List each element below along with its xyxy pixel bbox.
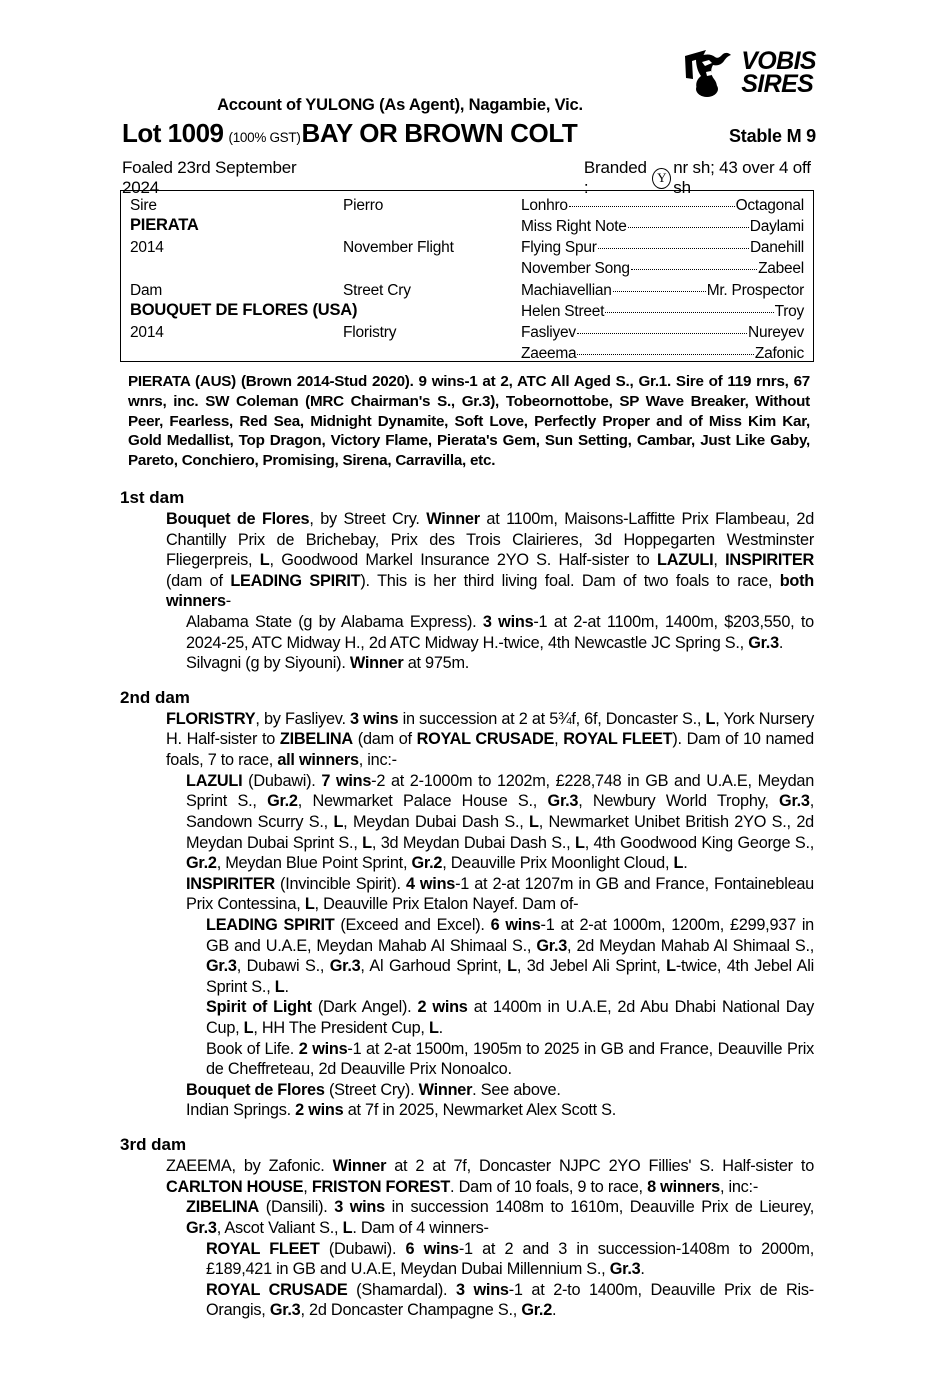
lot-title-row: [122, 118, 816, 149]
grandparent-row: [521, 345, 804, 363]
gp-right: Zabeel: [758, 260, 804, 277]
gp-left: November Song: [521, 260, 630, 277]
gp-left: Helen Street: [521, 303, 605, 320]
gp-left: Fasliyev: [521, 324, 576, 341]
sire-summary: [128, 372, 810, 471]
brand-symbol-icon: [652, 168, 671, 189]
lot-number: Lot 1009: [122, 118, 224, 148]
pedigree-entry: Bouquet de Flores (Street Cry). Winner. See above.: [186, 1080, 561, 1099]
gp-right: Octagonal: [735, 197, 804, 214]
gp-right: Daylami: [749, 218, 804, 235]
gp-left: Lonhro: [521, 197, 568, 214]
pedigree-entry: LEADING SPIRIT (Exceed and Excel). 6 wins-1 at 2-at 1000m, 1200m, £299,937 in GB and U.A.E, Meydan Mahab Al Shimaal S., Gr.3, 2d Meydan Mahab Al Shimaal S., Gr.3, Dubawi S., Gr.3, Al Garhoud Sprint, L, 3d Jebel Ali Sprint, L-twice, 4th Jebel Ali Sprint S., L.: [206, 915, 814, 996]
dot-leader: [577, 354, 754, 355]
grandparent-row: [521, 260, 804, 278]
dam-dam: Floristry: [343, 324, 397, 341]
gp-right: Nureyev: [748, 324, 804, 341]
gp-left: Miss Right Note: [521, 218, 627, 235]
gp-left: Zaeema: [521, 345, 577, 362]
logo-line-2: SIRES: [741, 70, 814, 98]
branded-label: Branded :: [583, 158, 647, 197]
sire-summary-text: PIERATA (AUS) (Brown 2014-Stud 2020). 9 wins-1 at 2, ATC All Aged S., Gr.1. Sire of 119 rnrs, 67 wnrs, inc. SW Coleman (MRC Chairman's S., Gr.3), Tobeornottobe, SP Wave Breaker, Without Peer, Fearless, Red Sea, Midnight Dynamite, Soft Love, Perfectly Proper and of Miss Kim Kar, Gold Medallist, Top Dragon, Victory Flame, Pierata's Gem, Sun Setting, Cambar, Just Like Gaby, Pareto, Conchiero, Promising, Sirena, Carravilla, etc.: [128, 373, 810, 469]
gp-right: Troy: [774, 303, 804, 320]
grandparent-row: [521, 303, 804, 321]
dam-label: Dam: [130, 282, 163, 299]
grandparent-row: [521, 218, 804, 236]
gp-right: Zafonic: [754, 345, 804, 362]
sire-dam: November Flight: [343, 239, 454, 256]
dam-name: BOUQUET DE FLORES (USA): [130, 301, 358, 319]
third-dam-main: ZAEEMA, by Zafonic. Winner at 2 at 7f, Doncaster NJPC 2YO Fillies' S. Half-sister to CARLTON HOUSE, FRISTON FOREST. Dam of 10 foals, 9 to race, 8 winners, inc:-: [166, 1157, 815, 1196]
dot-leader: [569, 206, 735, 207]
grandparent-row: [521, 324, 804, 342]
pedigree-entry: Indian Springs. 2 wins at 7f in 2025, Newmarket Alex Scott S.: [186, 1101, 617, 1120]
gp-right: Danehill: [749, 239, 804, 256]
dot-leader: [577, 333, 747, 334]
dot-leader: [605, 312, 773, 313]
gp-left: Machiavellian: [521, 282, 612, 299]
grandparent-row: [521, 239, 804, 257]
logo-wordmark: [741, 47, 816, 98]
dam-sire: Street Cry: [343, 282, 411, 299]
dot-leader: [613, 291, 706, 292]
foaled-date: Foaled 23rd September 2024: [122, 158, 297, 197]
vobis-horse-icon: [682, 48, 734, 98]
gp-left: Flying Spur: [521, 239, 597, 256]
stable-location: Stable M 9: [728, 126, 816, 146]
second-dam-heading: 2nd dam: [120, 687, 190, 707]
pedigree-entry: ROYAL FLEET (Dubawi). 6 wins-1 at 2 and 3 in succession-1408m to 2000m, £189,421 in GB and U.A.E, Meydan Dubai Millennium S., Gr.3.: [206, 1239, 814, 1279]
dam-year: 2014: [130, 324, 164, 341]
first-dam-heading: 1st dam: [120, 488, 185, 507]
pedigree-prose: [120, 488, 814, 1321]
second-dam-main: FLORISTRY, by Fasliyev. 3 wins in succession at 2 at 5¾f, 6f, Doncaster S., L, York Nursery H. Half-sister to ZIBELINA (dam of ROYAL CRUSADE, ROYAL FLEET). Dam of 10 named foals, 7 to race, all winners, inc:-: [166, 709, 814, 770]
dot-leader: [628, 227, 749, 228]
third-dam-heading: 3rd dam: [120, 1135, 187, 1155]
pedigree-entry: LAZULI (Dubawi). 7 wins-2 at 2-1000m to 1202m, £228,748 in GB and U.A.E, Meydan Sprint S., Gr.2, Newmarket Palace House S., Gr.3, Newbury World Trophy, Gr.3, Sandown Scurry S., L, Meydan Dubai Dash S., L, Newmarket Unibet British 2YO S., 2d Meydan Dubai Sprint S., L, 3d Meydan Dubai Dash S., L, 4th Goodwood King George S., Gr.2, Meydan Blue Point Sprint, Gr.2, Deauville Prix Moonlight Cloud, L.: [186, 771, 814, 873]
grandparent-row: [521, 197, 804, 215]
branded-value: nr sh; 43 over 4 off sh: [673, 158, 811, 197]
gp-right: Mr. Prospector: [706, 282, 804, 299]
first-dam-progeny: Silvagni (g by Siyouni). Winner at 975m.: [186, 654, 470, 673]
sire-label: Sire: [130, 197, 157, 214]
grandparent-row: [521, 282, 804, 300]
sire-name: PIERATA: [130, 216, 199, 234]
lot-description: BAY OR BROWN COLT: [301, 118, 578, 148]
pedigree-entry: ROYAL CRUSADE (Shamardal). 3 wins-1 at 2-to 1400m, Deauville Prix de Ris-Orangis, Gr.3, 2d Doncaster Champagne S., Gr.2.: [206, 1280, 814, 1320]
account-line: Account of YULONG (As Agent), Nagambie, Vic.: [217, 96, 583, 114]
first-dam-main: Bouquet de Flores, by Street Cry. Winner at 1100m, Maisons-Laffitte Prix Flambeau, 2d Chantilly Prix de Brichebay, Prix des Trois Clairieres, 3d Hoppegarten Westminster Fliegerpreis, L, Goodwood Markel Insurance 2YO S. Half-sister to LAZULI, INSPIRITER (dam of LEADING SPIRIT). This is her third living foal. Dam of two foals to race, both winners-: [166, 510, 814, 611]
pedigree-box: [120, 190, 814, 362]
sire-year: 2014: [130, 239, 164, 256]
pedigree-entry: Book of Life. 2 wins-1 at 2-at 1500m, 1905m to 2025 in GB and France, Deauville Prix de Cheffreteau, 2d Deauville Prix Nonoalco.: [206, 1039, 814, 1079]
sire-sire: Pierro: [343, 197, 384, 214]
gst-note: (100% GST): [228, 130, 301, 145]
pedigree-entry: Spirit of Light (Dark Angel). 2 wins at 1400m in U.A.E, 2d Abu Dhabi National Day Cup, L, HH The President Cup, L.: [206, 998, 814, 1038]
logo-line-1: VOBIS: [741, 47, 816, 75]
pedigree-entry: ZIBELINA (Dansili). 3 wins in succession 1408m to 1610m, Deauville Prix de Lieurey, Gr.3, Ascot Valiant S., L. Dam of 4 winners-: [186, 1198, 814, 1237]
first-dam-progeny: Alabama State (g by Alabama Express). 3 wins-1 at 2-at 1100m, 1400m, $203,550, to 2024-25, ATC Midway H., 2d ATC Midway H.-twice, 4th Newcastle JC Spring S., Gr.3.: [186, 613, 814, 652]
pedigree-entry: INSPIRITER (Invincible Spirit). 4 wins-1 at 2-at 1207m in GB and France, Fontainebleau Prix Contessina, L, Deauville Prix Etalon Nayef. Dam of-: [186, 874, 814, 914]
vobis-sires-logo: [682, 48, 816, 98]
dot-leader: [631, 269, 757, 270]
dot-leader: [598, 248, 749, 249]
